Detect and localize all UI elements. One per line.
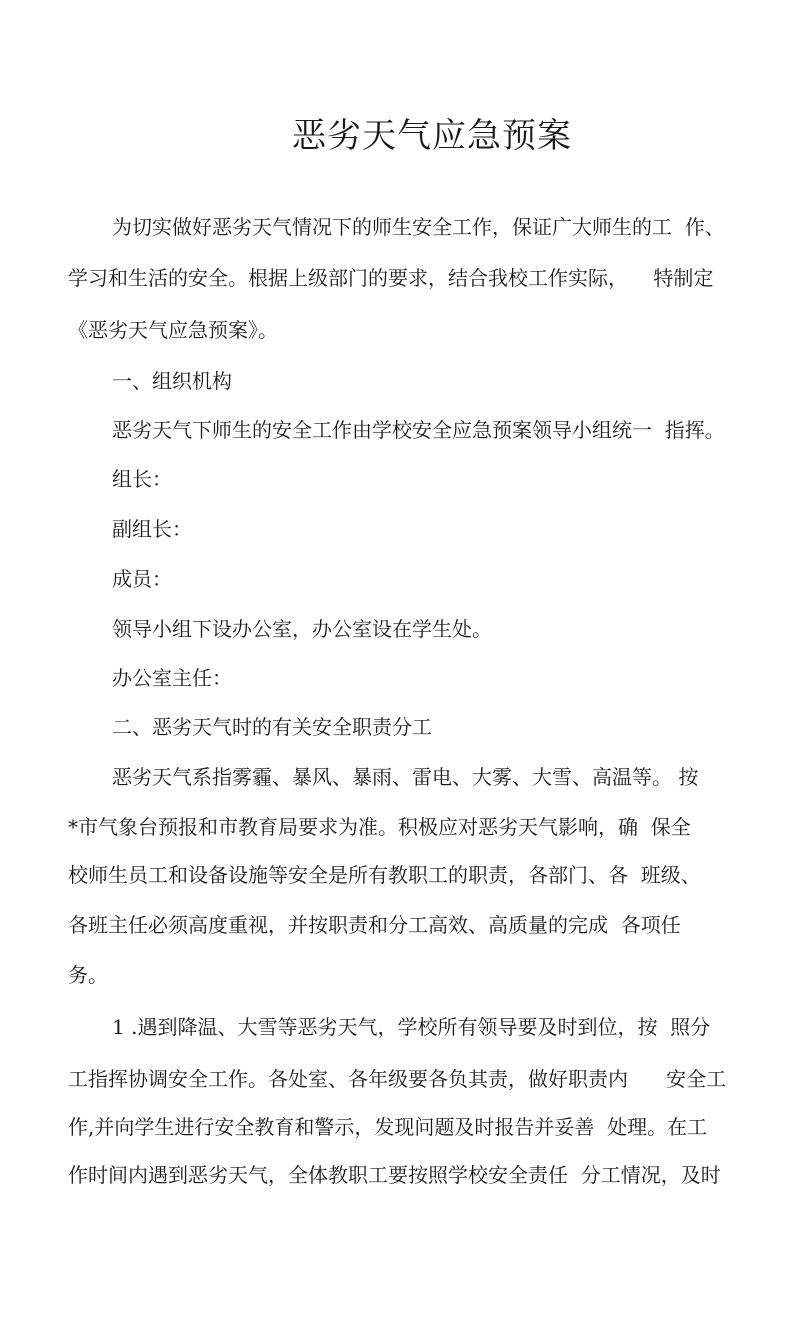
section-heading: 二、恶劣天气时的有关安全职责分工 — [112, 715, 432, 739]
paragraph-line: 恶劣天气下师生的安全工作由学校安全应急预案领导小组统一 指挥。 — [112, 418, 725, 442]
paragraph-line: 办公室主任： — [112, 666, 232, 690]
document-title: 恶劣天气应急预案 — [292, 116, 572, 156]
paragraph-line: 恶劣天气系指雾霾、暴风、暴雨、雷电、大雾、大雪、高温等。 按 — [112, 765, 699, 789]
paragraph-line: 工指挥协调安全工作。各处室、各年级要各负其责，做好职责内 安全工 — [68, 1067, 727, 1091]
paragraph-line: *市气象台预报和市教育局要求为准。积极应对恶劣天气影响，确 保全 — [68, 815, 691, 839]
paragraph-line: 成员： — [112, 567, 172, 591]
paragraph-line: 校师生员工和设备设施等安全是所有教职工的职责，各部门、各 班级、 — [68, 863, 701, 887]
paragraph-line: 学习和生活的安全。根据上级部门的要求，结合我校工作实际， 特制定 — [68, 266, 714, 290]
paragraph-line: 组长： — [112, 467, 172, 491]
paragraph-line: 作时间内遇到恶劣天气，全体教职工要按照学校安全责任 分工情况，及时 — [68, 1163, 721, 1187]
paragraph-line: 领导小组下设办公室，办公室设在学生处。 — [112, 617, 492, 641]
paragraph-line: 副组长： — [112, 517, 192, 541]
paragraph-line: 作,并向学生进行安全教育和警示，发现问题及时报告并妥善 处理。在工 — [68, 1115, 708, 1139]
paragraph-line: 《恶劣天气应急预案》。 — [68, 318, 278, 342]
paragraph-line: 务。 — [68, 963, 108, 987]
paragraph-line: 各班主任必须高度重视，并按职责和分工高效、高质量的完成 各项任 — [68, 913, 681, 937]
section-heading: 一、组织机构 — [112, 369, 232, 393]
paragraph-line: 1 .遇到降温、大雪等恶劣天气，学校所有领导要及时到位，按 照分 — [112, 1015, 711, 1039]
paragraph-line: 为切实做好恶劣天气情况下的师生安全工作，保证广大师生的工 作、 — [112, 215, 725, 239]
